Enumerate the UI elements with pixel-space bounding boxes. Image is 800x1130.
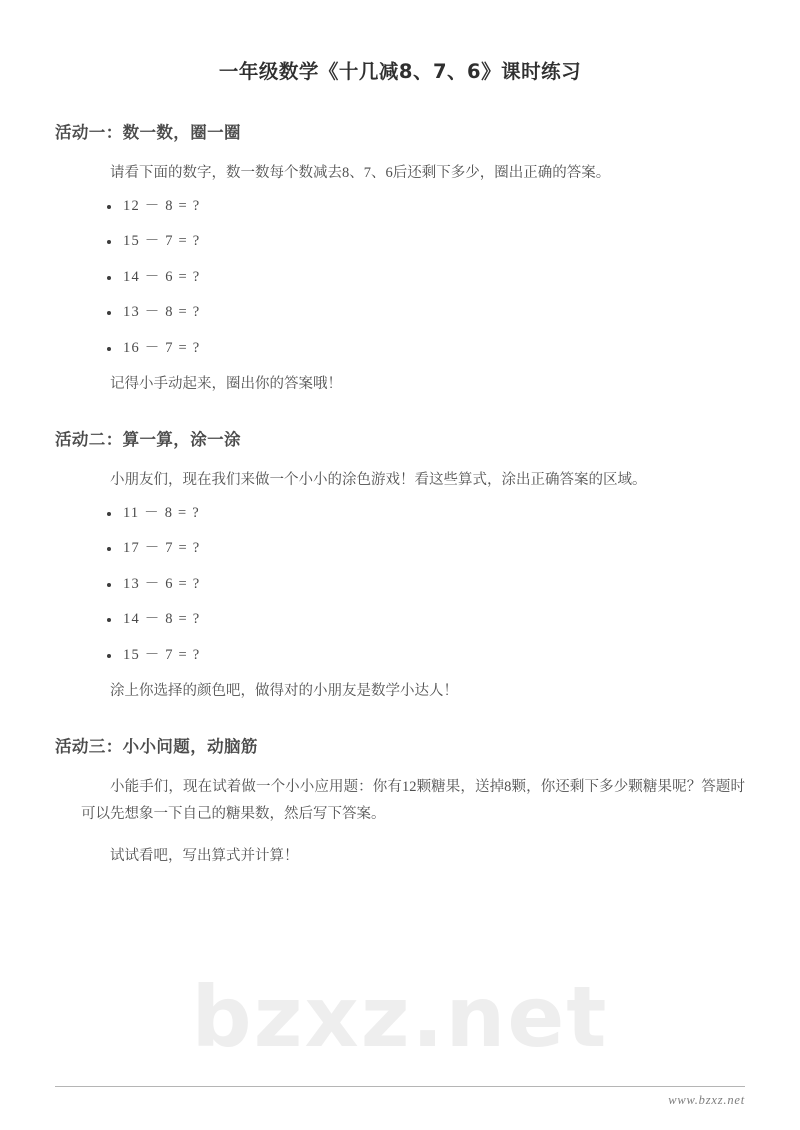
list-item: 17 － 7 = ? — [107, 541, 745, 556]
watermark: bzxz.net — [191, 968, 609, 1066]
list-item: 16 － 7 = ? — [107, 341, 745, 356]
problem-list-2 — [55, 506, 745, 663]
section-heading-2: 活动二：算一算，涂一涂 — [55, 430, 241, 450]
footer-url: www.bzxz.net — [668, 1093, 745, 1107]
page-footer — [55, 1086, 745, 1108]
section-intro-3: 小能手们，现在试着做一个小小应用题：你有12颗糖果，送掉8颗，你还剩下多少颗糖果呢？答题时可以先想象一下自己的糖果数，然后写下答案。 — [81, 778, 745, 822]
list-item: 15 － 7 = ? — [107, 648, 745, 663]
page-title: 一年级数学《十几减8、7、6》课时练习 — [218, 60, 582, 83]
section-activity-3 — [55, 735, 745, 870]
list-item: 14 － 6 = ? — [107, 270, 745, 285]
section-heading-3: 活动三：小小问题，动脑筋 — [55, 737, 258, 757]
section-closing-3: 试试看吧，写出算式并计算！ — [110, 848, 299, 865]
section-activity-2 — [55, 428, 745, 705]
section-intro-2: 小朋友们，现在我们来做一个小小的涂色游戏！看这些算式，涂出正确答案的区域。 — [110, 471, 647, 488]
section-closing-2: 涂上你选择的颜色吧，做得对的小朋友是数学小达人！ — [110, 683, 458, 700]
section-heading-1: 活动一：数一数，圈一圈 — [55, 123, 241, 143]
list-item: 13 － 6 = ? — [107, 577, 745, 592]
list-item: 13 － 8 = ? — [107, 305, 745, 320]
list-item: 12 － 8 = ? — [107, 199, 745, 214]
problem-list-1 — [55, 199, 745, 356]
list-item: 11 － 8 = ? — [107, 506, 745, 521]
section-closing-1: 记得小手动起来，圈出你的答案哦！ — [110, 376, 342, 393]
list-item: 14 － 8 = ? — [107, 612, 745, 627]
list-item: 15 － 7 = ? — [107, 234, 745, 249]
section-activity-1 — [55, 121, 745, 398]
footer-divider — [55, 1086, 745, 1087]
section-intro-1: 请看下面的数字，数一数每个数减去8、7、6后还剩下多少，圈出正确的答案。 — [110, 165, 611, 182]
document-content — [55, 0, 745, 870]
